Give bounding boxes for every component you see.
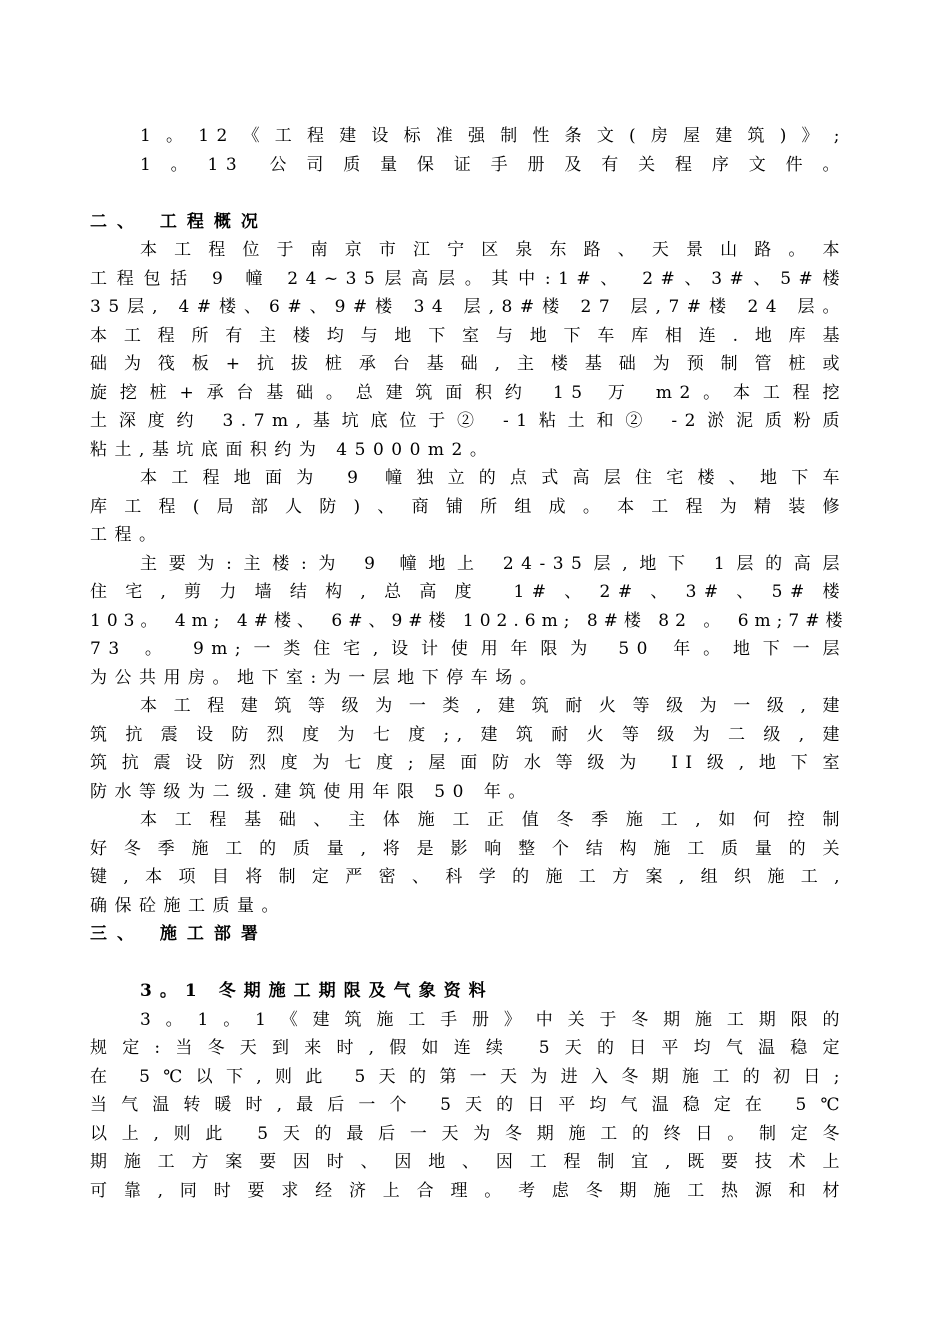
section-heading-construction-deployment: 三、 施工部署 bbox=[90, 924, 268, 944]
spacer bbox=[90, 179, 847, 208]
paragraph-line: 础为筏板+抗拔桩承台基础,主楼基础为预制管桩或 bbox=[90, 354, 847, 374]
spacer bbox=[90, 949, 847, 978]
paragraph-line: 期施工方案要因时、因地、因工程制宜,既要技术上 bbox=[90, 1152, 847, 1172]
paragraph-line: 本工程基础、主体施工正值冬季施工,如何控制 bbox=[140, 810, 847, 830]
document-page bbox=[90, 122, 847, 1205]
paragraph-line: 以上,则此 5天的最后一天为冬期施工的终日。制定冬 bbox=[90, 1123, 847, 1144]
paragraph-line: 主要为:主楼:为 9 幢地上 24-35层,地下 1层的高层 bbox=[140, 553, 847, 574]
paragraph-line: 库工程(局部人防)、商铺所组成。本工程为精装修 bbox=[90, 496, 847, 517]
reference-line: 1。13 公司质量保证手册及有关程序文件。 bbox=[140, 154, 847, 175]
paragraph-line: 筑抗震设防烈度为七度;,建筑耐火等级为二级,建 bbox=[90, 724, 847, 745]
paragraph-line: 确保砼施工质量。 bbox=[90, 895, 286, 916]
paragraph-line: 工程。 bbox=[90, 525, 164, 545]
section-heading-project-overview: 二、 工程概况 bbox=[90, 211, 268, 232]
paragraph-line: 旋挖桩+承台基础。总建筑面积约 15 万 m2。本工程挖 bbox=[90, 382, 847, 403]
paragraph-line: 73 。 9m;一类住宅,设计使用年限为 50 年。地下一层 bbox=[90, 639, 847, 659]
paragraph-line: 本工程位于南京市江宁区泉东路、天景山路。本 bbox=[140, 240, 847, 260]
paragraph-line: 可靠,同时要求经济上合理。考虑冬期施工热源和材 bbox=[90, 1180, 847, 1201]
paragraph-line: 防水等级为二级.建筑使用年限 50 年。 bbox=[90, 781, 533, 802]
paragraph-line: 工程包括 9 幢 24~35层高层。其中:1#、 2#、3#、5#楼 bbox=[90, 268, 847, 289]
paragraph-line: 规定:当冬天到来时,假如连续 5天的日平均气温稳定 bbox=[90, 1038, 847, 1058]
paragraph-line: 好冬季施工的质量,将是影响整个结构施工质量的关 bbox=[90, 838, 847, 859]
paragraph-line: 3。1。1《建筑施工手册》中关于冬期施工期限的 bbox=[140, 1009, 847, 1030]
subsection-heading-winter-period: 3。1 冬期施工期限及气象资料 bbox=[140, 981, 494, 1001]
paragraph-line: 103。 4m; 4#楼、 6#、9#楼 102.6m; 8#楼 82 。 6m;7#楼 bbox=[90, 610, 849, 631]
paragraph-line: 在 5℃以下,则此 5天的第一天为进入冬期施工的初日; bbox=[90, 1066, 847, 1087]
paragraph-line: 本工程地面为 9 幢独立的点式高层住宅楼、地下车 bbox=[140, 468, 847, 488]
paragraph-line: 键,本项目将制定严密、科学的施工方案,组织施工, bbox=[90, 867, 847, 887]
paragraph-line: 当气温转暖时,最后一个 5天的日平均气温稳定在 5℃ bbox=[90, 1095, 847, 1115]
reference-line: 1。12《工程建设标准强制性条文(房屋建筑)》; bbox=[140, 126, 847, 146]
paragraph-line: 35层, 4#楼、6#、9#楼 34 层,8#楼 27 层,7#楼 24 层。 bbox=[90, 297, 847, 317]
paragraph-line: 住宅,剪力墙结构,总高度 1#、2#、3#、5#楼 bbox=[90, 582, 847, 602]
paragraph-line: 本工程所有主楼均与地下室与地下车库相连.地库基 bbox=[90, 325, 847, 346]
paragraph-line: 筑抗震设防烈度为七度;屋面防水等级为 II级,地下室 bbox=[90, 753, 847, 773]
paragraph-line: 为公共用房。地下室:为一层地下停车场。 bbox=[90, 667, 545, 688]
paragraph-line: 粘土,基坑底面积约为 45000m2。 bbox=[90, 439, 495, 460]
paragraph-line: 本工程建筑等级为一类,建筑耐火等级为一级,建 bbox=[140, 696, 847, 716]
paragraph-line: 土深度约 3.7m,基坑底位于② -1粘土和② -2淤泥质粉质 bbox=[90, 411, 847, 431]
